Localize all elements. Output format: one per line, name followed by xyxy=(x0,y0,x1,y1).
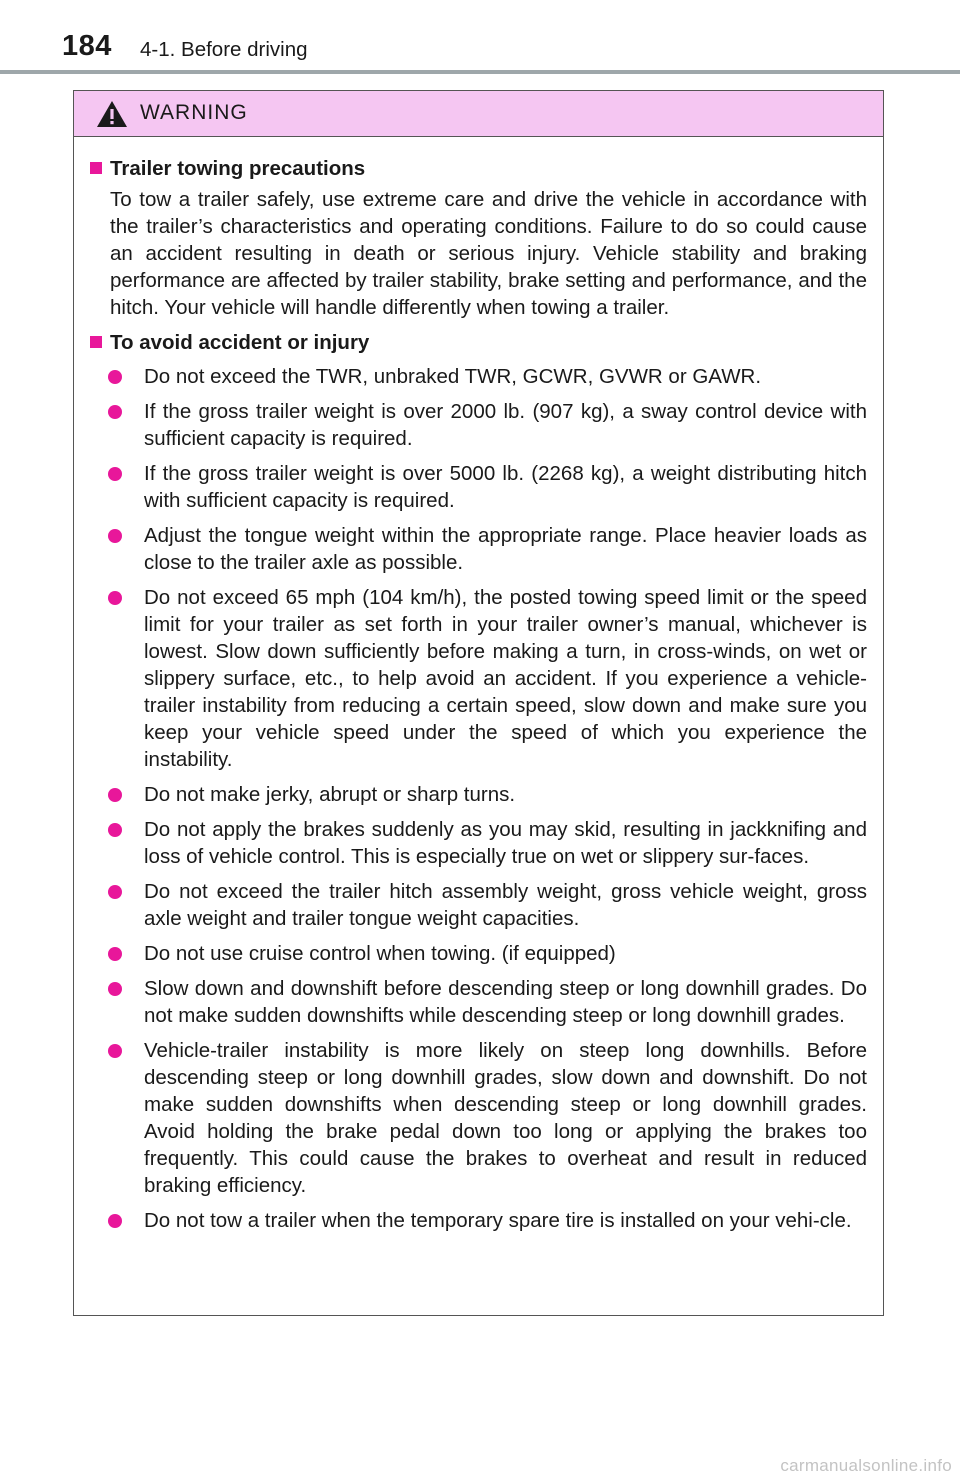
warning-header xyxy=(74,91,883,137)
warning-box xyxy=(73,90,884,1316)
square-bullet-icon xyxy=(90,162,102,174)
list-item-text: Do not tow a trailer when the temporary spare tire is installed on your vehi-cle. xyxy=(144,1209,852,1232)
list-item-text: Vehicle-trailer instability is more likely on steep long downhills. Before descending steep or long downhill grades, slow down and downshift. Do not make sudden downshifts when descending steep or long downhill grades. Avoid holding the brake pedal down too long or applying the brakes too frequently. This could cause the brakes to overheat and result in reduced braking efficiency. xyxy=(144,1039,867,1197)
circle-bullet-icon xyxy=(108,885,122,899)
circle-bullet-icon xyxy=(108,405,122,419)
circle-bullet-icon xyxy=(108,1044,122,1058)
list-item xyxy=(108,781,867,808)
page-number: 184 xyxy=(62,30,112,62)
list-item xyxy=(108,398,867,452)
bullet-list xyxy=(90,363,867,1234)
circle-bullet-icon xyxy=(108,788,122,802)
list-item xyxy=(108,878,867,932)
page-header xyxy=(0,0,960,76)
section-title: 4-1. Before driving xyxy=(140,38,308,61)
warning-triangle-icon xyxy=(96,100,128,128)
section-heading xyxy=(90,329,867,356)
header-rule xyxy=(0,70,960,74)
section-heading xyxy=(90,155,867,182)
circle-bullet-icon xyxy=(108,823,122,837)
section-heading-text: Trailer towing precautions xyxy=(110,157,366,180)
list-item-text: Do not make jerky, abrupt or sharp turns. xyxy=(144,783,516,806)
list-item-text: Slow down and downshift before descending steep or long downhill grades. Do not make sudden downshifts while descending steep or long downhill grades. xyxy=(144,977,867,1027)
list-item-text: If the gross trailer weight is over 5000 lb. (2268 kg), a weight distributing hitch with sufficient capacity is required. xyxy=(144,462,867,512)
list-item xyxy=(108,363,867,390)
circle-bullet-icon xyxy=(108,591,122,605)
section-avoid-accident xyxy=(90,329,867,1234)
square-bullet-icon xyxy=(90,336,102,348)
circle-bullet-icon xyxy=(108,370,122,384)
watermark: carmanualsonline.info xyxy=(780,1456,952,1475)
list-item-text: Do not exceed the TWR, unbraked TWR, GCWR, GVWR or GAWR. xyxy=(144,365,762,388)
list-item xyxy=(108,816,867,870)
list-item xyxy=(108,522,867,576)
circle-bullet-icon xyxy=(108,947,122,961)
circle-bullet-icon xyxy=(108,467,122,481)
section-paragraph: To tow a trailer safely, use extreme care and drive the vehicle in accordance with the trailer’s characteristics and operating conditions. Failure to do so could cause an accident resulting in death or serious injury. Vehicle stability and braking performance are affected by trailer stability, brake setting and performance, and the hitch. Your vehicle will handle differently when towing a trailer. xyxy=(110,188,867,319)
list-item xyxy=(108,940,867,967)
section-trailer-towing-precautions xyxy=(90,155,867,321)
circle-bullet-icon xyxy=(108,982,122,996)
warning-body xyxy=(74,137,883,1234)
warning-title: WARNING xyxy=(140,101,248,124)
section-heading-text: To avoid accident or injury xyxy=(110,331,370,354)
list-item xyxy=(108,1037,867,1199)
circle-bullet-icon xyxy=(108,1214,122,1228)
list-item-text: Do not exceed the trailer hitch assembly weight, gross vehicle weight, gross axle weight and trailer tongue weight capacities. xyxy=(144,880,867,930)
list-item xyxy=(108,460,867,514)
list-item-text: Do not use cruise control when towing. (if equipped) xyxy=(144,942,616,965)
list-item-text: Do not apply the brakes suddenly as you may skid, resulting in jackknifing and loss of vehicle control. This is especially true on wet or slippery sur-faces. xyxy=(144,818,867,868)
list-item xyxy=(108,1207,867,1234)
list-item-text: Do not exceed 65 mph (104 km/h), the posted towing speed limit or the speed limit for your trailer as set forth in your trailer owner’s manual, whichever is lowest. Slow down sufficiently before making a turn, in cross-winds, on wet or slippery surface, etc., to help avoid an accident. If you experience a vehicle-trailer instability from reducing a certain speed, slow down and make sure you keep your vehicle speed under the speed of which you experience the instability. xyxy=(144,586,867,771)
list-item-text: If the gross trailer weight is over 2000 lb. (907 kg), a sway control device with sufficient capacity is required. xyxy=(144,400,867,450)
list-item-text: Adjust the tongue weight within the appropriate range. Place heavier loads as close to the trailer axle as possible. xyxy=(144,524,867,574)
circle-bullet-icon xyxy=(108,529,122,543)
list-item xyxy=(108,584,867,773)
list-item xyxy=(108,975,867,1029)
